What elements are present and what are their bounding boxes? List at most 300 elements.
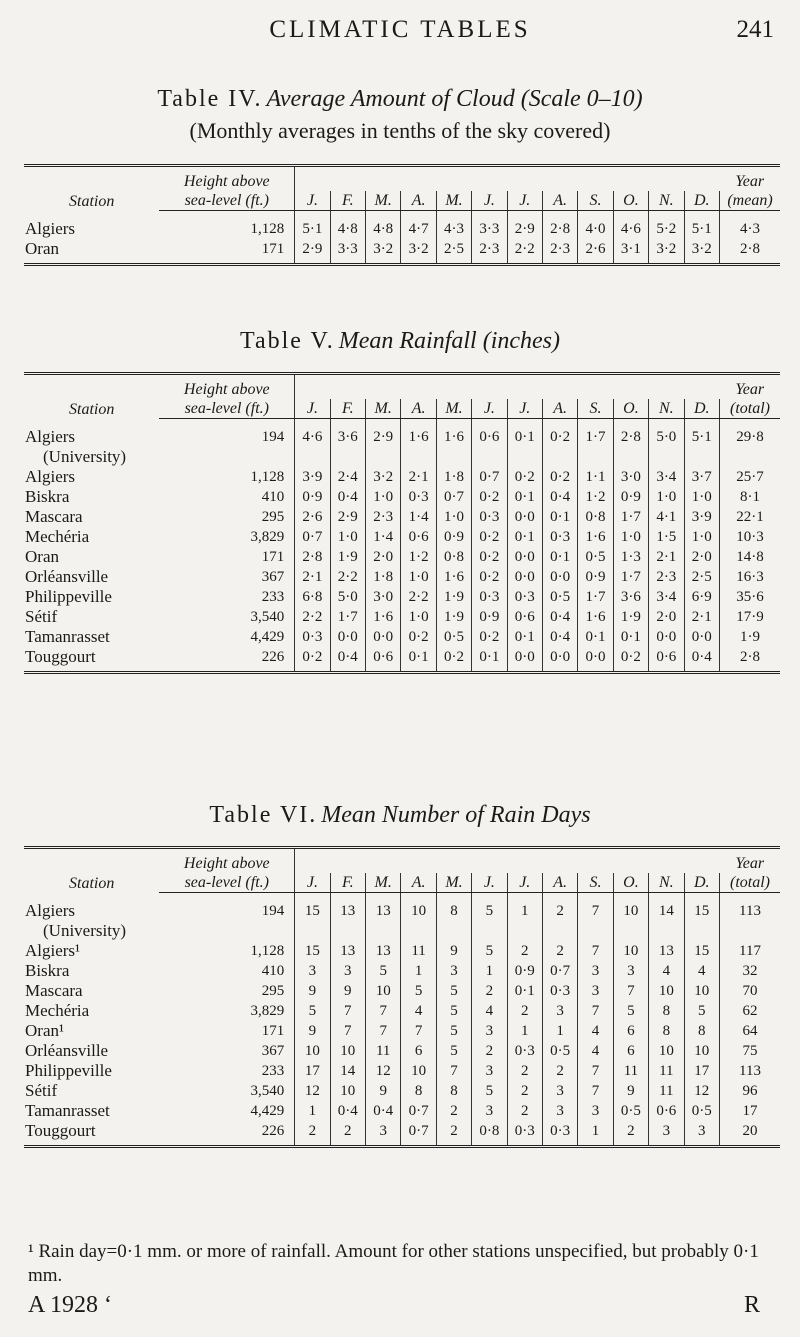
month-value: 1·6 [436,567,471,587]
month-value: 5 [684,1001,719,1021]
month-value: 4·6 [295,419,330,467]
year-value: 1·9 [739,628,760,645]
column-header-month: A. [542,191,577,211]
station-name [24,587,159,607]
month-value: 1 [542,1021,577,1041]
month-value: 13 [330,941,365,961]
station-height: 295 [159,507,294,527]
month-value: 11 [366,1041,401,1061]
month-value: 2·3 [542,239,577,265]
column-header-month: D. [684,191,719,211]
month-value: 0·0 [578,647,613,673]
month-value: 1·0 [401,567,436,587]
table-row [24,587,780,607]
station-name [24,607,159,627]
station-name-text: Mechéria [25,526,90,546]
month-value: 6 [401,1041,436,1061]
month-value: 2·9 [330,507,365,527]
month-value: 0·3 [507,587,542,607]
month-value: 4 [578,1021,613,1041]
month-value: 2·9 [366,419,401,467]
table-row [24,941,780,961]
month-value: 10 [330,1041,365,1061]
month-value: 3 [295,961,330,981]
station-height: 226 [159,1121,294,1147]
month-value: 1·0 [436,507,471,527]
month-value: 10 [330,1081,365,1101]
month-value: 12 [295,1081,330,1101]
month-value: 10 [613,893,648,941]
month-value: 0·9 [472,607,507,627]
column-header-height-unit: sea-level (ft.) [159,873,294,893]
station-name [24,507,159,527]
station-subname: (University) [43,920,127,940]
month-value: 0·3 [507,1121,542,1147]
month-value: 1·8 [366,567,401,587]
month-value: 3·3 [330,239,365,265]
month-value: 2·0 [649,607,684,627]
month-value: 0·2 [542,419,577,467]
month-value: 1 [578,1121,613,1147]
month-value: 3·4 [649,587,684,607]
month-value: 0·3 [401,487,436,507]
month-value: 5 [401,981,436,1001]
column-header-month: J. [507,873,542,893]
station-name-text: Algiers [25,218,76,238]
column-header-height: Height above [159,374,294,400]
month-value: 3·9 [295,467,330,487]
table-row [24,1021,780,1041]
month-value: 7 [578,893,613,941]
month-value: 0·0 [649,627,684,647]
month-value: 7 [330,1001,365,1021]
station-name [24,1121,159,1147]
month-value: 3 [472,1021,507,1041]
year-value: 2·8 [719,647,780,673]
table-vi [24,846,780,1148]
table-row [24,607,780,627]
station-height: 4,429 [159,1101,294,1121]
month-value: 2·8 [613,419,648,467]
month-value: 7 [578,1061,613,1081]
month-value: 10 [613,941,648,961]
month-value: 3·6 [330,419,365,467]
station-height: 171 [159,547,294,567]
month-value: 8 [649,1001,684,1021]
station-height: 367 [159,567,294,587]
station-name [24,1041,159,1061]
month-value: 0·5 [613,1101,648,1121]
month-value: 2·9 [295,239,330,265]
month-value: 0·3 [542,1121,577,1147]
column-header-station: Station [24,848,159,893]
month-value: 6·9 [684,587,719,607]
station-name-text: Philippeville [25,586,112,606]
column-header-month: N. [649,399,684,419]
table-row [24,467,780,487]
month-value: 2 [436,1121,471,1147]
month-value: 0·1 [401,647,436,673]
month-value: 3·6 [613,587,648,607]
month-value: 0·4 [542,487,577,507]
month-value: 2 [542,893,577,941]
month-value: 0·9 [507,961,542,981]
column-header-month: O. [613,191,648,211]
month-value: 0·7 [401,1101,436,1121]
month-value: 17 [684,1061,719,1081]
column-header-month: J. [295,399,330,419]
month-value: 0·3 [507,1041,542,1061]
year-value: 96 [742,1082,758,1099]
table-row [24,527,780,547]
month-value: 3 [542,1001,577,1021]
table-vi-number: Table VI. [209,802,318,828]
month-value: 4 [578,1041,613,1061]
month-value: 4·7 [401,211,436,240]
month-value: 0·5 [578,547,613,567]
column-header-month: M. [436,873,471,893]
station-height: 4,429 [159,627,294,647]
month-value: 0·1 [507,981,542,1001]
month-value: 9 [295,1021,330,1041]
month-value: 5·2 [649,211,684,240]
month-value: 14 [330,1061,365,1081]
station-height: 410 [159,487,294,507]
month-value: 1·0 [366,487,401,507]
column-header-month: J. [295,873,330,893]
month-value: 0·7 [295,527,330,547]
column-header-month: M. [436,191,471,211]
column-header-month: N. [649,873,684,893]
station-name [24,627,159,647]
month-value: 0·5 [542,587,577,607]
station-name [24,211,159,240]
month-value: 0·8 [578,507,613,527]
month-value: 2·9 [507,211,542,240]
month-value: 7 [436,1061,471,1081]
month-value: 8 [436,893,471,941]
month-value: 3 [472,1061,507,1081]
column-header-year: Year [719,374,780,400]
month-value: 3·2 [366,467,401,487]
table-row [24,893,780,941]
station-name-text: Oran [25,546,59,566]
month-value: 3 [542,1081,577,1101]
station-height: 1,128 [159,467,294,487]
month-value: 5 [613,1001,648,1021]
month-value: 5·1 [684,419,719,467]
month-value: 5·0 [330,587,365,607]
station-name-text: Algiers [25,900,76,920]
station-name [24,467,159,487]
column-header-month: M. [366,191,401,211]
station-name [24,961,159,981]
month-value: 1·6 [578,527,613,547]
table-row [24,1061,780,1081]
month-value: 10 [684,1041,719,1061]
month-value: 7 [578,1001,613,1021]
month-value: 4·8 [366,211,401,240]
year-value: 16·3 [736,568,764,585]
month-value: 0·1 [507,487,542,507]
column-header-year-type: (total) [719,873,780,893]
station-height: 194 [159,419,294,467]
table-vi-title: Mean Number of Rain Days [321,802,591,828]
station-name [24,647,159,673]
month-value: 3 [578,981,613,1001]
month-value: 1·4 [401,507,436,527]
column-header-month: M. [366,399,401,419]
month-value: 17 [295,1061,330,1081]
month-value: 2 [472,1041,507,1061]
month-value: 0·0 [366,627,401,647]
month-value: 11 [401,941,436,961]
month-value: 1·0 [613,527,648,547]
month-value: 0·0 [542,567,577,587]
month-value: 0·4 [366,1101,401,1121]
station-height: 3,540 [159,607,294,627]
month-value: 1 [401,961,436,981]
station-name-text: Sétif [25,606,58,626]
column-header-month: J. [507,399,542,419]
month-value: 1 [507,893,542,941]
month-value: 0·4 [330,1101,365,1121]
signature-mark: A 1928 ‘ [28,1292,112,1318]
table-row [24,1081,780,1101]
column-header-year: Year [719,848,780,874]
month-value: 10 [401,893,436,941]
month-value: 0·7 [542,961,577,981]
table-iv-number: Table IV. [157,86,263,112]
station-height: 171 [159,239,294,265]
month-value: 0·7 [436,487,471,507]
column-header-year: Year [719,166,780,192]
month-value: 10 [684,981,719,1001]
month-value: 0·6 [649,647,684,673]
station-height: 1,128 [159,941,294,961]
month-value: 2 [436,1101,471,1121]
column-header-spacer [295,166,720,192]
column-header-height: Height above [159,848,294,874]
station-name [24,941,159,961]
month-value: 14 [649,893,684,941]
table-v-title: Mean Rainfall (inches) [338,328,561,354]
station-name [24,1021,159,1041]
month-value: 5 [436,1001,471,1021]
month-value: 13 [649,941,684,961]
month-value: 7 [613,981,648,1001]
station-height: 3,829 [159,527,294,547]
month-value: 3 [330,961,365,981]
month-value: 1·0 [401,607,436,627]
month-value: 3 [578,961,613,981]
month-value: 10 [295,1041,330,1061]
month-value: 0·7 [401,1121,436,1147]
station-subname: (University) [43,446,127,466]
month-value: 7 [578,941,613,961]
month-value: 4·0 [578,211,613,240]
month-value: 0·2 [401,627,436,647]
month-value: 1·7 [578,419,613,467]
month-value: 0·2 [472,567,507,587]
station-name [24,547,159,567]
month-value: 2 [507,1001,542,1021]
month-value: 0·1 [507,419,542,467]
station-name-text: Philippeville [25,1060,112,1080]
station-name-text: Oran [25,239,59,258]
year-value: 14·8 [736,548,764,565]
month-value: 1·7 [613,507,648,527]
month-value: 5 [472,941,507,961]
month-value: 9 [436,941,471,961]
month-value: 0·0 [507,647,542,673]
table-iv-title: Average Amount of Cloud (Scale 0–10) [266,86,643,112]
column-header-month: O. [613,873,648,893]
month-value: 7 [578,1081,613,1101]
month-value: 2 [472,981,507,1001]
year-value: 2·8 [719,239,780,265]
table-row [24,627,780,647]
month-value: 2·6 [295,507,330,527]
signature-letter: R [743,1292,760,1318]
month-value: 4 [684,961,719,981]
month-value: 0·5 [684,1101,719,1121]
station-name-text: Mascara [25,980,83,1000]
column-header-spacer [295,374,720,400]
station-name-text: Touggourt [25,1120,96,1140]
month-value: 0·4 [330,647,365,673]
month-value: 8 [436,1081,471,1101]
year-value: 22·1 [736,508,764,525]
month-value: 0·4 [542,607,577,627]
month-value: 0·3 [295,627,330,647]
month-value: 10 [649,1041,684,1061]
month-value: 3·1 [613,239,648,265]
month-value: 1·0 [684,527,719,547]
month-value: 10 [366,981,401,1001]
column-header-month: J. [472,399,507,419]
month-value: 0·0 [507,547,542,567]
month-value: 0·2 [507,467,542,487]
month-value: 0·4 [330,487,365,507]
year-value: 25·7 [736,468,764,485]
table-row [24,981,780,1001]
month-value: 0·2 [436,647,471,673]
table-row [24,211,780,240]
month-value: 0·4 [542,627,577,647]
month-value: 1·4 [366,527,401,547]
month-value: 2 [507,1061,542,1081]
month-value: 5·1 [684,211,719,240]
month-value: 5 [436,1041,471,1061]
month-value: 2·2 [295,607,330,627]
month-value: 12 [684,1081,719,1101]
month-value: 0·2 [472,527,507,547]
month-value: 3·2 [401,239,436,265]
month-value: 2·3 [472,239,507,265]
month-value: 7 [366,1001,401,1021]
month-value: 0·2 [613,647,648,673]
table-iv [24,164,780,266]
month-value: 0·2 [472,547,507,567]
month-value: 5 [295,1001,330,1021]
month-value: 2·1 [295,567,330,587]
year-value: 113 [739,1062,761,1079]
month-value: 0·5 [436,627,471,647]
station-name-text: Algiers¹ [25,940,81,960]
month-value: 0·9 [436,527,471,547]
column-header-month: A. [401,399,436,419]
month-value: 0·1 [578,627,613,647]
station-name-text: Touggourt [25,646,96,666]
month-value: 3·7 [684,467,719,487]
station-name-text: Biskra [25,960,70,980]
station-name-text: Mascara [25,506,83,526]
year-value: 113 [739,903,761,919]
station-name [24,527,159,547]
month-value: 0·2 [295,647,330,673]
station-name-text: Orléansville [25,1040,109,1060]
column-header-month: J. [472,873,507,893]
month-value: 15 [684,893,719,941]
month-value: 5 [436,981,471,1001]
month-value: 9 [366,1081,401,1101]
station-height: 233 [159,587,294,607]
station-height: 367 [159,1041,294,1061]
month-value: 2·2 [507,239,542,265]
month-value: 5·1 [295,211,330,240]
month-value: 0·7 [472,467,507,487]
month-value: 2·3 [649,567,684,587]
column-header-month: D. [684,399,719,419]
column-header-month: D. [684,873,719,893]
month-value: 2·5 [436,239,471,265]
column-header-year-type: (mean) [719,191,780,211]
month-value: 2·0 [684,547,719,567]
month-value: 1·0 [684,487,719,507]
month-value: 2 [507,1101,542,1121]
column-header-month: M. [436,399,471,419]
month-value: 2 [542,941,577,961]
month-value: 4 [649,961,684,981]
column-header-month: S. [578,399,613,419]
month-value: 2·3 [366,507,401,527]
month-value: 2·0 [366,547,401,567]
station-height: 171 [159,1021,294,1041]
month-value: 1·6 [578,607,613,627]
month-value: 5·0 [649,419,684,467]
month-value: 3 [684,1121,719,1147]
month-value: 0·6 [366,647,401,673]
month-value: 3·0 [366,587,401,607]
station-name-text: Sétif [25,1080,58,1100]
month-value: 7 [401,1021,436,1041]
year-value: 20 [719,1121,780,1147]
station-name [24,567,159,587]
month-value: 3 [542,1101,577,1121]
month-value: 5 [472,1081,507,1101]
month-value: 2 [330,1121,365,1147]
station-height: 3,829 [159,1001,294,1021]
column-header-month: M. [366,873,401,893]
table-v-number: Table V. [239,328,335,354]
station-height: 3,540 [159,1081,294,1101]
month-value: 0·0 [507,507,542,527]
month-value: 9 [330,981,365,1001]
column-header-month: S. [578,191,613,211]
year-value: 17 [742,1102,758,1119]
column-header-month: A. [401,191,436,211]
